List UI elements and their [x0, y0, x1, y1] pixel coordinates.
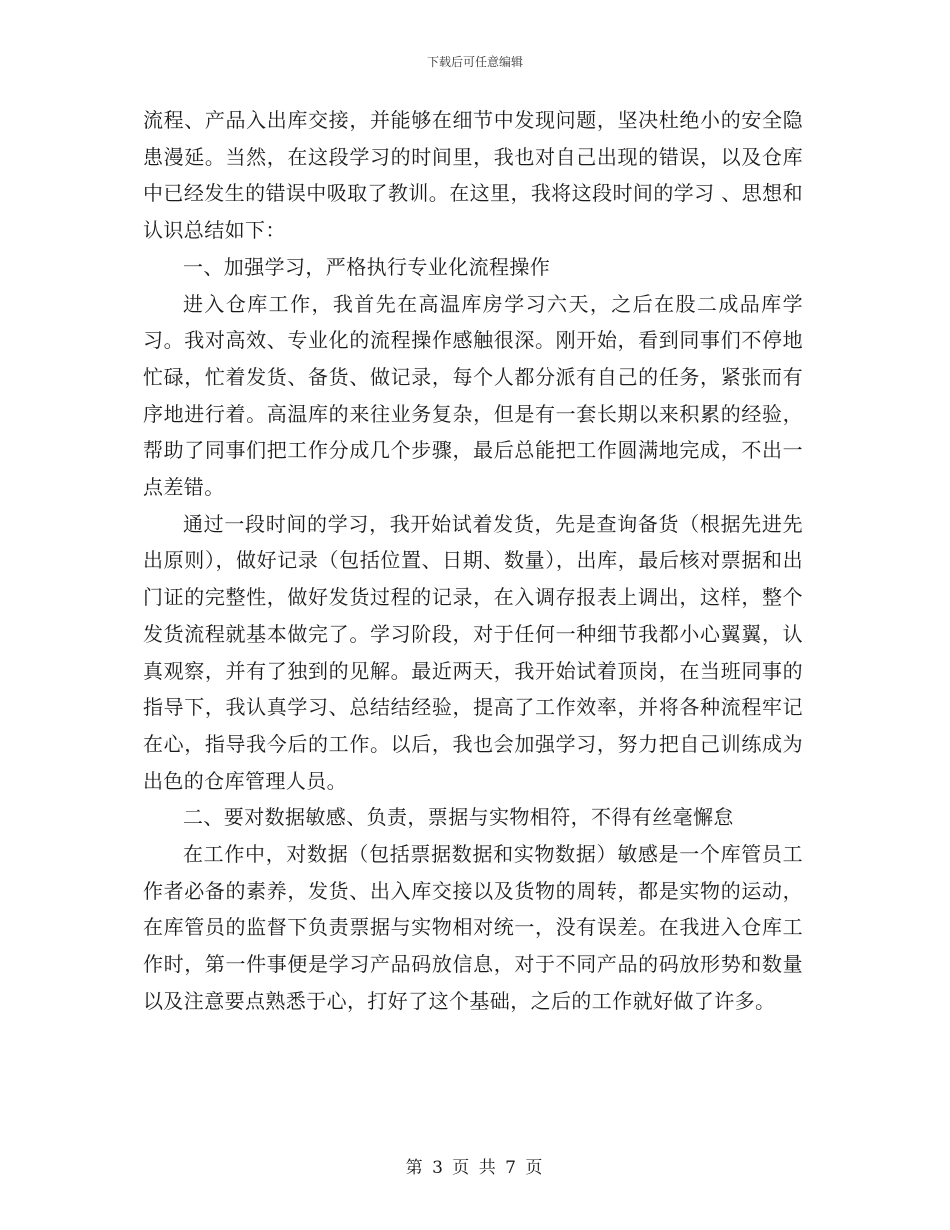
document-body — [143, 102, 803, 1020]
page-number: 第 3 页 共 7 页 — [405, 1158, 545, 1178]
paragraph: 进入仓库工作，我首先在高温库房学习六天，之后在股二成品库学习。我对高效、专业化的流程操作感触很深。刚开始，看到同事们不停地忙碌，忙着发货、备货、做记录，每个人都分派有自己的任务，紧张而有序地进行着。高温库的来往业务复杂，但是有一套长期以来积累的经验，帮助了同事们把工作分成几个步骤，最后总能把工作圆满地完成，不出一点差错。 — [143, 291, 803, 500]
paragraph: 通过一段时间的学习，我开始试着发货，先是查询备货（根据先进先出原则），做好记录（包括位置、日期、数量），出库，最后核对票据和出门证的完整性，做好发货过程的记录，在入调存报表上调出，这样，整个发货流程就基本做完了。学习阶段，对于任何一种细节我都小心翼翼，认真观察，并有了独到的见解。最近两天，我开始试着顶岗，在当班同事的指导下，我认真学习、总结结经验，提高了工作效率，并将各种流程牢记在心，指导我今后的工作。以后，我也会加强学习，努力把自己训练成为出色的仓库管理人员。 — [143, 511, 803, 793]
page-header: 下载后可任意编辑 — [426, 55, 523, 69]
section-heading-1: 一、加强学习，严格执行专业化流程操作 — [183, 254, 551, 279]
paragraph: 在工作中，对数据（包括票据数据和实物数据）敏感是一个库管员工作者必备的素养，发货、出入库交接以及货物的周转，都是实物的运动，在库管员的监督下负责票据与实物相对统一，没有误差。在我进入仓库工作时，第一件事便是学习产品码放信息，对于不同产品的码放形势和数量以及注意要点熟悉于心，打好了这个基础，之后的工作就好做了许多。 — [143, 842, 803, 1013]
section-heading-2: 二、要对数据敏感、负责，票据与实物相符，不得有丝毫懈怠 — [183, 805, 734, 830]
paragraph-continuation: 流程、产品入出库交接，并能够在细节中发现问题，坚决杜绝小的安全隐患漫延。当然，在这段学习的时间里，我也对自己出现的错误，以及仓库中已经发生的错误中吸取了教训。在这里，我将这段时间的学习 、思想和认识总结如下： — [143, 108, 803, 243]
